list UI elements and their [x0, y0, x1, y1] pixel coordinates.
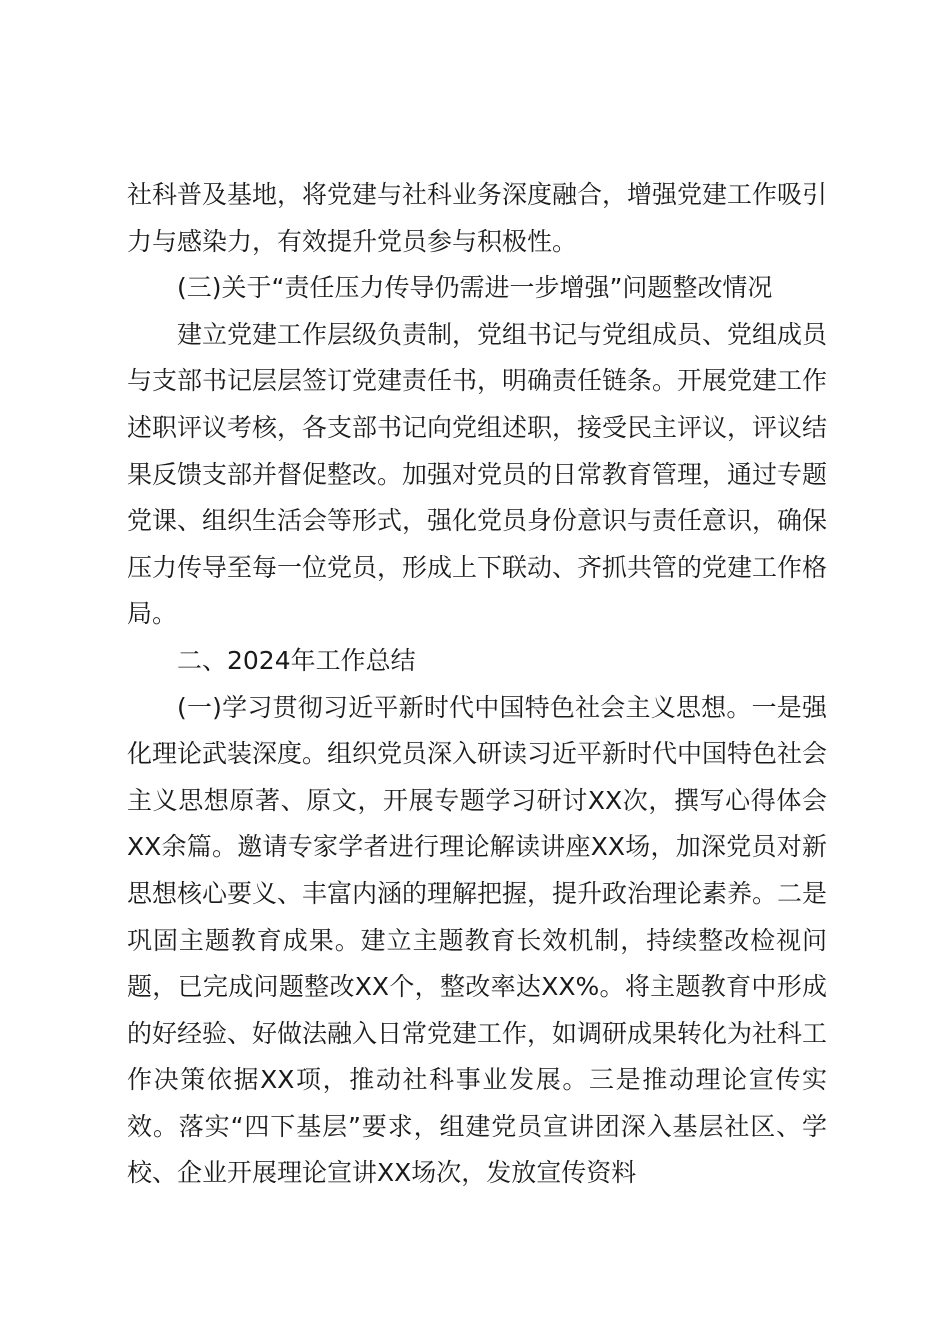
section-heading-3: (三)关于“责任压力传导仍需进一步增强”问题整改情况 — [177, 273, 773, 303]
section-heading-2024-summary: 二、2024年工作总结 — [177, 645, 416, 675]
paragraph-responsibility: 建立党建工作层级负责制，党组书记与党组成员、党组成员与支部书记层层签订党建责任书，明确责任链条。开展党建工作述职评议考核，各支部书记向党组述职，接受民主评议，评议结果反馈支部并督促整改。加强对党员的日常教育管理，通过专题党课、组织生活会等形式，强化党员身份意识与责任意识，确保压力传导至每一位党员，形成上下联动、齐抓共管的党建工作格局。 — [127, 319, 828, 629]
paragraph-continuation: 社科普及基地，将党建与社科业务深度融合，增强党建工作吸引力与感染力，有效提升党员参与积极性。 — [127, 180, 828, 256]
document-body — [127, 172, 827, 1197]
paragraph-study-thought: (一)学习贯彻习近平新时代中国特色社会主义思想。一是强化理论武装深度。组织党员深入研读习近平新时代中国特色社会主义思想原著、原文，开展专题学习研讨XX次，撰写心得体会XX余篇。邀请专家学者进行理论解读讲座XX场，加深党员对新思想核心要义、丰富内涵的理解把握，提升政治理论素养。二是巩固主题教育成果。建立主题教育长效机制，持续整改检视问题，已完成问题整改XX个，整改率达XX%。将主题教育中形成的好经验、好做法融入日常党建工作，如调研成果转化为社科工作决策依据XX项，推动社科事业发展。三是推动理论宣传实效。落实“四下基层”要求，组建党员宣讲团深入基层社区、学校、企业开展理论宣讲XX场次，发放宣传资料 — [127, 692, 828, 1188]
